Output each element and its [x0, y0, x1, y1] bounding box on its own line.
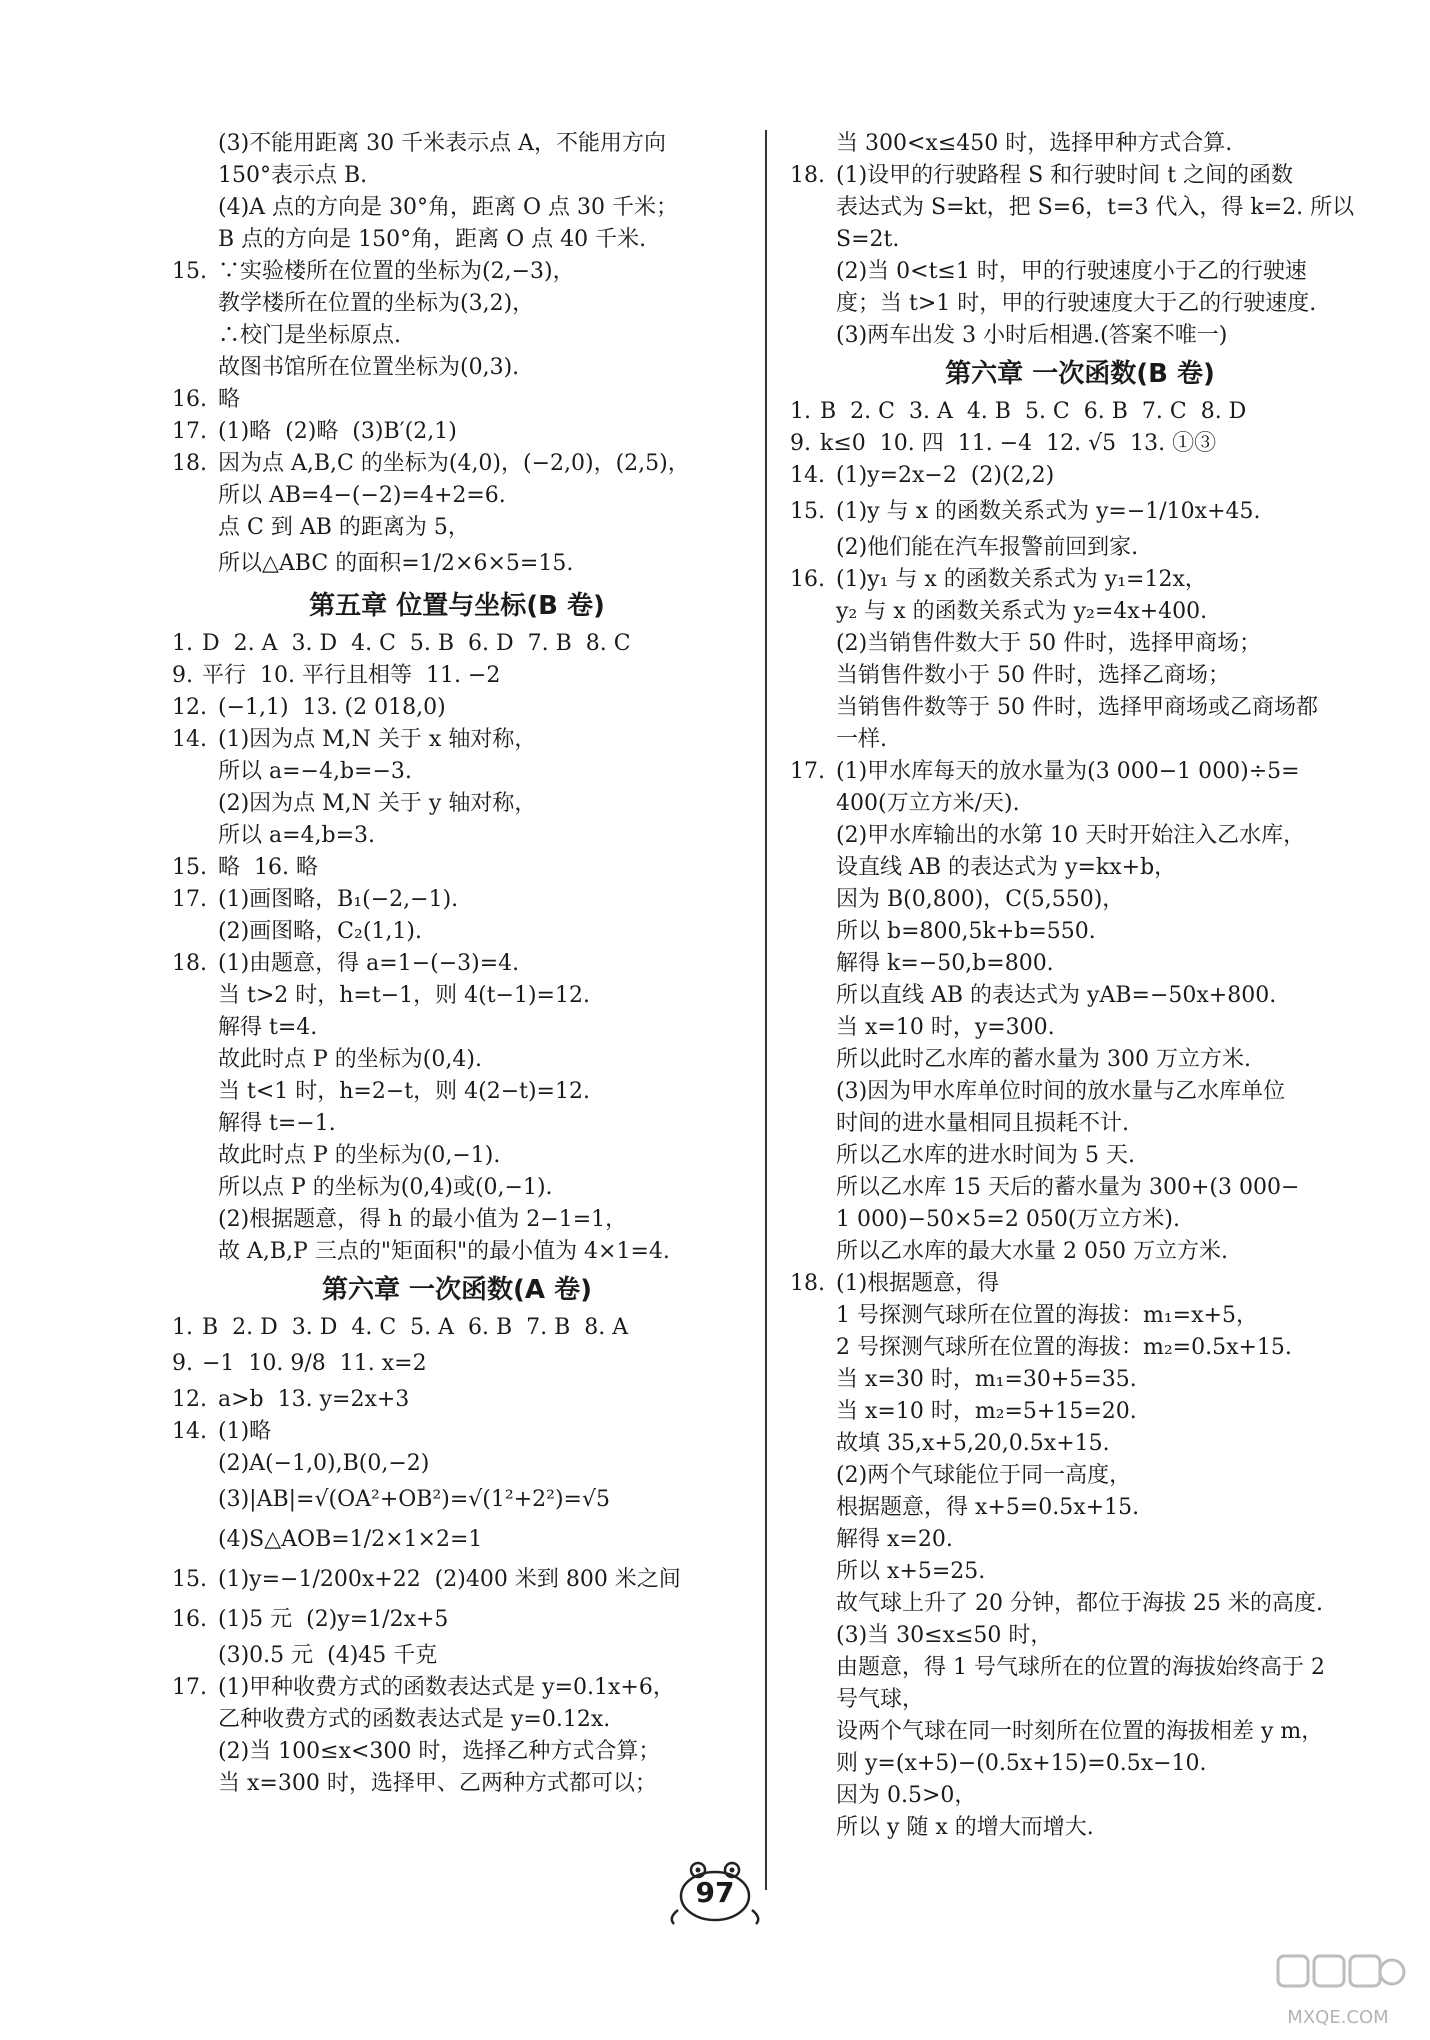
answer-line — [790, 396, 1370, 428]
answer-line — [790, 160, 1370, 192]
answer-text: (1)甲种收费方式的函数表达式是 y=0.1x+6， — [218, 1675, 675, 1700]
answer-text: 解得 t=−1. — [218, 1111, 336, 1136]
chapter-heading: 第六章 一次函数(A 卷) — [322, 1275, 592, 1305]
question-number: 1. — [172, 1315, 193, 1340]
answer-text: 故此时点 P 的坐标为(0,4). — [218, 1047, 482, 1072]
question-number: 1. — [790, 399, 811, 424]
answer-line — [790, 320, 1370, 352]
answer-text: 略 — [218, 387, 241, 412]
answer-line — [790, 1076, 1370, 1108]
answer-line — [790, 1684, 1370, 1716]
answer-line — [790, 1748, 1370, 1780]
answer-line — [790, 288, 1370, 320]
answer-text: (2)根据题意，得 h 的最小值为 2−1=1， — [218, 1207, 628, 1232]
answer-line — [172, 1044, 742, 1076]
answer-text: (1)y 与 x 的函数关系式为 y=−1/10x+45. — [836, 499, 1261, 524]
answer-text: 故图书馆所在位置坐标为(0,3). — [218, 355, 520, 380]
answer-text: (1)y=−1/200x+22 (2)400 米到 800 米之间 — [218, 1567, 681, 1592]
answer-text: 所以 a=−4,b=−3. — [218, 759, 412, 784]
answer-text: ∵实验楼所在位置的坐标为(2,−3)， — [218, 259, 575, 284]
answer-text: 150°表示点 B. — [218, 163, 368, 188]
answer-line — [790, 788, 1370, 820]
answer-text: 1 号探测气球所在位置的海拔：m₁=x+5， — [836, 1303, 1258, 1328]
answer-line — [172, 884, 742, 916]
answer-text: (2)画图略，C₂(1,1). — [218, 919, 422, 944]
answer-line — [172, 820, 742, 852]
answer-line — [790, 1524, 1370, 1556]
answer-line — [172, 1560, 742, 1600]
answer-line — [172, 1520, 742, 1560]
answer-text: (1)甲水库每天的放水量为(3 000−1 000)÷5= — [836, 759, 1300, 784]
answer-text: 当 t>2 时，h=t−1，则 4(t−1)=12. — [218, 983, 590, 1008]
answer-line — [790, 820, 1370, 852]
answer-line — [172, 1204, 742, 1236]
answer-line — [172, 660, 742, 692]
answer-line — [790, 1428, 1370, 1460]
answer-line — [172, 916, 742, 948]
answer-text: 解得 x=20. — [836, 1527, 953, 1552]
answer-text: (4)A 点的方向是 30°角，距离 O 点 30 千米； — [218, 195, 679, 220]
answer-line — [790, 128, 1370, 160]
answer-line — [172, 1312, 742, 1344]
answer-text: 所以此时乙水库的蓄水量为 300 万立方米. — [836, 1047, 1251, 1072]
answer-text: (2)当 100≤x<300 时，选择乙种方式合算； — [218, 1739, 661, 1764]
answer-text: 略 16. 略 — [218, 855, 318, 880]
answer-text: (3)当 30≤x≤50 时， — [836, 1623, 1053, 1648]
answer-text: 当 x=10 时，y=300. — [836, 1015, 1055, 1040]
answer-text: 解得 t=4. — [218, 1015, 318, 1040]
answer-line — [790, 564, 1370, 596]
answer-line — [790, 192, 1370, 224]
question-number: 17. — [172, 887, 207, 912]
answer-line — [172, 128, 742, 160]
answer-text: (1)略 — [218, 1419, 272, 1444]
answer-line — [172, 756, 742, 788]
question-number: 15. — [172, 1567, 207, 1592]
answer-line — [172, 1108, 742, 1140]
answer-line — [790, 628, 1370, 660]
answer-line — [790, 1332, 1370, 1364]
question-number: 18. — [790, 1271, 825, 1296]
answer-text: 设直线 AB 的表达式为 y=kx+b， — [836, 855, 1177, 880]
answer-text: 当 t<1 时，h=2−t，则 4(2−t)=12. — [218, 1079, 590, 1104]
answer-line — [172, 1344, 742, 1384]
question-number: 12. — [172, 1387, 207, 1412]
question-number: 12. — [172, 695, 207, 720]
answer-text: 平行 10. 平行且相等 11. −2 — [202, 663, 501, 688]
answer-line — [790, 1300, 1370, 1332]
answer-text: y₂ 与 x 的函数关系式为 y₂=4x+400. — [836, 599, 1208, 624]
answer-line — [172, 1768, 742, 1800]
answer-text: 故气球上升了 20 分钟，都位于海拔 25 米的高度. — [836, 1591, 1323, 1616]
answer-line — [790, 916, 1370, 948]
answer-text: k≤0 10. 四 11. −4 12. √5 13. ①③ — [820, 431, 1217, 456]
answer-text: 所以乙水库 15 天后的蓄水量为 300+(3 000− — [836, 1175, 1300, 1200]
answer-line — [172, 1172, 742, 1204]
answer-line — [790, 660, 1370, 692]
question-number: 14. — [790, 463, 825, 488]
answer-line — [172, 416, 742, 448]
answer-line — [172, 160, 742, 192]
site-watermark — [1268, 1948, 1408, 2028]
answer-line — [172, 192, 742, 224]
question-number: 9. — [172, 1351, 193, 1376]
left-column — [172, 128, 742, 1800]
answer-line — [790, 692, 1370, 724]
answer-text: 所以乙水库的进水时间为 5 天. — [836, 1143, 1135, 1168]
answer-line — [172, 692, 742, 724]
answer-text: 当销售件数等于 50 件时，选择甲商场或乙商场都 — [836, 695, 1318, 720]
answer-text: B 2. C 3. A 4. B 5. C 6. B 7. C 8. D — [820, 399, 1247, 424]
answer-line — [172, 1012, 742, 1044]
answer-text: 400(万立方米/天). — [836, 791, 1020, 816]
answer-line — [790, 1396, 1370, 1428]
answer-text: 当 x=300 时，选择甲、乙两种方式都可以； — [218, 1771, 657, 1796]
answer-line — [790, 1588, 1370, 1620]
question-number: 18. — [172, 451, 207, 476]
answer-line — [790, 1236, 1370, 1268]
answer-line — [790, 532, 1370, 564]
answer-line — [790, 980, 1370, 1012]
answer-text: (1)y₁ 与 x 的函数关系式为 y₁=12x， — [836, 567, 1207, 592]
question-number: 1. — [172, 631, 193, 656]
answer-line — [172, 1600, 742, 1640]
answer-text: 故 A,B,P 三点的"矩面积"的最小值为 4×1=4. — [218, 1239, 670, 1264]
answer-text: 所以点 P 的坐标为(0,4)或(0,−1). — [218, 1175, 553, 1200]
answer-line — [172, 980, 742, 1012]
answer-text: 所以△ABC 的面积=1/2×6×5=15. — [218, 551, 574, 576]
answer-line — [172, 1384, 742, 1416]
answer-text: 解得 k=−50,b=800. — [836, 951, 1054, 976]
page-number: 97 — [695, 1876, 735, 1909]
answer-line — [790, 1716, 1370, 1748]
answer-text: 因为点 A,B,C 的坐标为(4,0)，(−2,0)，(2,5)， — [218, 451, 690, 476]
answer-text: 所以 b=800,5k+b=550. — [836, 919, 1096, 944]
question-number: 18. — [790, 163, 825, 188]
answer-line — [790, 1204, 1370, 1236]
answer-text: (2)因为点 M,N 关于 y 轴对称， — [218, 791, 537, 816]
answer-text: (1)因为点 M,N 关于 x 轴对称， — [218, 727, 537, 752]
answer-text: 教学楼所在位置的坐标为(3,2)， — [218, 291, 535, 316]
answer-line — [790, 852, 1370, 884]
answer-text: 点 C 到 AB 的距离为 5， — [218, 515, 470, 540]
answer-line — [790, 756, 1370, 788]
question-number: 18. — [172, 951, 207, 976]
answer-text: 号气球， — [836, 1687, 925, 1712]
question-number: 15. — [790, 499, 825, 524]
answer-text: 因为 0.5>0， — [836, 1783, 977, 1808]
answer-text: 所以 x+5=25. — [836, 1559, 986, 1584]
answer-line — [172, 852, 742, 884]
answer-line — [790, 1780, 1370, 1812]
answer-line — [790, 1812, 1370, 1844]
answer-line — [790, 1012, 1370, 1044]
answer-line — [172, 1640, 742, 1672]
answer-text: 所以直线 AB 的表达式为 yAB=−50x+800. — [836, 983, 1277, 1008]
answer-line — [790, 1556, 1370, 1588]
answer-text: 当 300<x≤450 时，选择甲种方式合算. — [836, 131, 1233, 156]
right-column — [790, 128, 1370, 1844]
question-number: 17. — [172, 419, 207, 444]
answer-text: (1)由题意，得 a=1−(−3)=4. — [218, 951, 520, 976]
answer-line — [172, 384, 742, 416]
answer-line — [172, 1140, 742, 1172]
answer-line — [790, 224, 1370, 256]
answer-text: 设两个气球在同一时刻所在位置的海拔相差 y m， — [836, 1719, 1324, 1744]
answer-text: (1)y=2x−2 (2)(2,2) — [836, 463, 1055, 488]
answer-line — [172, 320, 742, 352]
answer-line — [790, 1620, 1370, 1652]
answer-text: 当销售件数小于 50 件时，选择乙商场； — [836, 663, 1230, 688]
question-number: 9. — [790, 431, 811, 456]
answer-text: 故填 35,x+5,20,0.5x+15. — [836, 1431, 1110, 1456]
answer-line — [790, 1044, 1370, 1076]
column-divider — [765, 130, 767, 1890]
answer-text: D 2. A 3. D 4. C 5. B 6. D 7. B 8. C — [202, 631, 631, 656]
answer-line — [172, 1672, 742, 1704]
answer-text: (3)两车出发 3 小时后相遇.(答案不唯一) — [836, 323, 1228, 348]
answer-text: (3)0.5 元 (4)45 千克 — [218, 1643, 438, 1668]
answer-text: 所以 a=4,b=3. — [218, 823, 376, 848]
answer-text: 所以 AB=4−(−2)=4+2=6. — [218, 483, 506, 508]
answer-line — [172, 1736, 742, 1768]
answer-line — [172, 1704, 742, 1736]
answer-text: B 2. D 3. D 4. C 5. A 6. B 7. B 8. A — [202, 1315, 629, 1340]
answer-line — [172, 948, 742, 980]
answer-text: (2)两个气球能位于同一高度， — [836, 1463, 1132, 1488]
answer-text: 所以乙水库的最大水量 2 050 万立方米. — [836, 1239, 1228, 1264]
watermark-url: MXQE.COM — [1287, 2007, 1389, 2028]
question-number: 17. — [790, 759, 825, 784]
watermark-logo-icon — [1268, 1948, 1408, 2004]
page-number-badge — [660, 1858, 770, 1928]
answer-text: (1)5 元 (2)y=1/2x+5 — [218, 1607, 449, 1632]
answer-line — [790, 884, 1370, 916]
question-number: 17. — [172, 1675, 207, 1700]
answer-text: 度；当 t>1 时，甲的行驶速度大于乙的行驶速度. — [836, 291, 1317, 316]
answer-text: 表达式为 S=kt，把 S=6，t=3 代入，得 k=2. 所以 — [836, 195, 1355, 220]
answer-text: 时间的进水量相同且损耗不计. — [836, 1111, 1129, 1136]
answer-line — [172, 224, 742, 256]
answer-text: −1 10. 9/8 11. x=2 — [202, 1351, 427, 1376]
answer-line — [790, 256, 1370, 288]
answer-line — [172, 1480, 742, 1520]
answer-line — [790, 492, 1370, 532]
answer-line — [172, 1448, 742, 1480]
answer-line — [790, 1460, 1370, 1492]
answer-text: a>b 13. y=2x+3 — [218, 1387, 410, 1412]
answer-text: (1)略 (2)略 (3)B′(2,1) — [218, 419, 457, 444]
answer-text: (1)设甲的行驶路程 S 和行驶时间 t 之间的函数 — [836, 163, 1294, 188]
answer-line — [790, 1268, 1370, 1300]
answer-line — [172, 724, 742, 756]
answer-line — [172, 256, 742, 288]
chapter-heading: 第六章 一次函数(B 卷) — [945, 359, 1215, 389]
answer-text: 故此时点 P 的坐标为(0,−1). — [218, 1143, 501, 1168]
question-number: 9. — [172, 663, 193, 688]
question-number: 14. — [172, 1419, 207, 1444]
question-number: 14. — [172, 727, 207, 752]
answer-text: (2)当 0<t≤1 时，甲的行驶速度小于乙的行驶速 — [836, 259, 1307, 284]
question-number: 15. — [172, 855, 207, 880]
answer-line — [790, 1140, 1370, 1172]
answer-line — [172, 288, 742, 320]
answer-text: 所以 y 随 x 的增大而增大. — [836, 1815, 1094, 1840]
answer-text: S=2t. — [836, 227, 900, 252]
chapter-heading: 第五章 位置与坐标(B 卷) — [309, 591, 605, 621]
answer-line — [172, 448, 742, 480]
answer-line — [172, 512, 742, 544]
answer-text: 乙种收费方式的函数表达式是 y=0.12x. — [218, 1707, 611, 1732]
answer-text: ∴校门是坐标原点. — [218, 323, 401, 348]
question-number: 16. — [172, 1607, 207, 1632]
answer-line — [790, 460, 1370, 492]
answer-text: 1 000)−50×5=2 050(万立方米). — [836, 1207, 1180, 1232]
answer-text: (4)S△AOB=1/2×1×2=1 — [218, 1527, 483, 1552]
answer-text: 当 x=30 时，m₁=30+5=35. — [836, 1367, 1137, 1392]
answer-text: 因为 B(0,800)，C(5,550)， — [836, 887, 1125, 912]
answer-line — [172, 1416, 742, 1448]
answer-line — [172, 1076, 742, 1108]
answer-line — [790, 1492, 1370, 1524]
answer-text: 一样. — [836, 727, 887, 752]
answer-text: (1)根据题意，得 — [836, 1271, 1000, 1296]
answer-line — [790, 1652, 1370, 1684]
answer-text: B 点的方向是 150°角，距离 O 点 40 千米. — [218, 227, 647, 252]
answer-text: (3)因为甲水库单位时间的放水量与乙水库单位 — [836, 1079, 1286, 1104]
answer-text: 当 x=10 时，m₂=5+15=20. — [836, 1399, 1137, 1424]
answer-line — [172, 544, 742, 584]
answer-line — [172, 480, 742, 512]
question-number: 16. — [172, 387, 207, 412]
answer-text: (2)当销售件数大于 50 件时，选择甲商场； — [836, 631, 1262, 656]
answer-line — [790, 428, 1370, 460]
answer-line — [172, 352, 742, 384]
answer-text: (2)A(−1,0),B(0,−2) — [218, 1451, 430, 1476]
answer-text: (2)甲水库输出的水第 10 天时开始注入乙水库， — [836, 823, 1306, 848]
question-number: 16. — [790, 567, 825, 592]
answer-line — [790, 724, 1370, 756]
answer-text: (2)他们能在汽车报警前回到家. — [836, 535, 1139, 560]
answer-line — [790, 1364, 1370, 1396]
answer-line — [172, 628, 742, 660]
answer-text: 2 号探测气球所在位置的海拔：m₂=0.5x+15. — [836, 1335, 1292, 1360]
answer-text: 根据题意，得 x+5=0.5x+15. — [836, 1495, 1140, 1520]
answer-text: 则 y=(x+5)−(0.5x+15)=0.5x−10. — [836, 1751, 1207, 1776]
answer-line — [790, 948, 1370, 980]
answer-line — [790, 1108, 1370, 1140]
answer-text: (−1,1) 13. (2 018,0) — [218, 695, 446, 720]
answer-text: (3)不能用距离 30 千米表示点 A，不能用方向 — [218, 131, 667, 156]
answer-line — [172, 788, 742, 820]
answer-line — [790, 1172, 1370, 1204]
answer-text: 由题意，得 1 号气球所在的位置的海拔始终高于 2 — [836, 1655, 1325, 1680]
answer-text: (3)|AB|=√(OA²+OB²)=√(1²+2²)=√5 — [218, 1487, 610, 1512]
answer-line — [172, 1236, 742, 1268]
answer-line — [790, 596, 1370, 628]
answer-text: (1)画图略，B₁(−2,−1). — [218, 887, 459, 912]
question-number: 15. — [172, 259, 207, 284]
